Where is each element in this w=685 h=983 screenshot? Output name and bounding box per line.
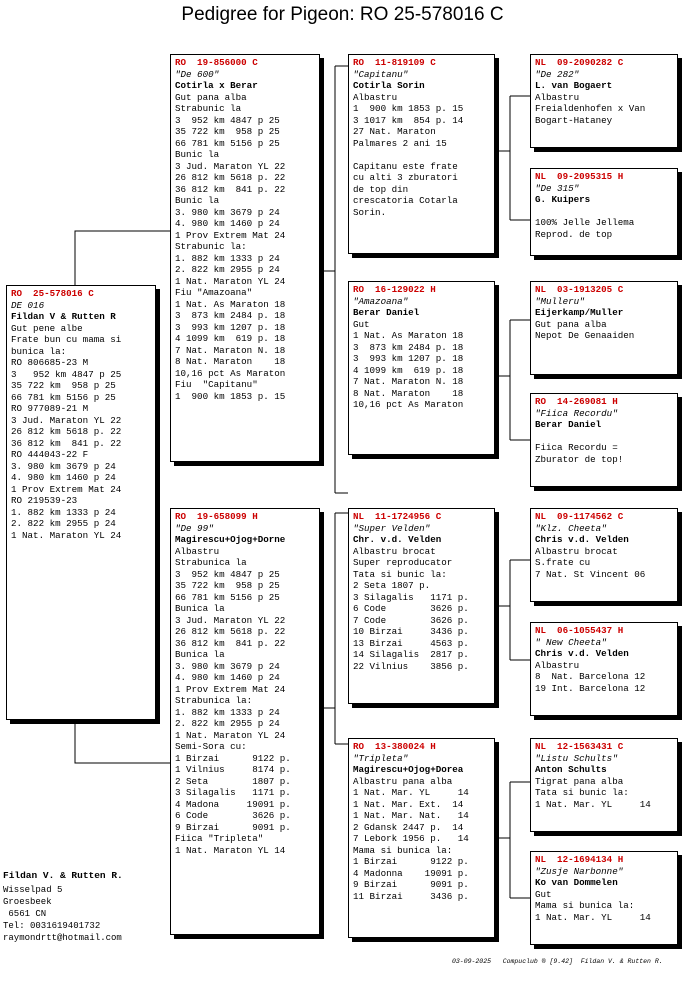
info-line: 3. 980 km 3679 p 24	[175, 206, 280, 218]
info-line: 27 Nat. Maraton	[353, 126, 436, 137]
info-line: 3. 980 km 3679 p 24	[11, 460, 116, 472]
info-line: Gut pana alba	[175, 91, 247, 103]
ring-number: RO 13-380024 H	[353, 741, 436, 752]
info-line: 2 Gdansk 2447 p. 14	[353, 821, 464, 833]
info-line: 3 Jud. Maraton YL 22	[11, 414, 122, 426]
owner-block	[3, 868, 123, 944]
info-line: Fiica Recordu =	[535, 442, 618, 453]
info-line: Albastru pana alba	[353, 775, 453, 787]
info-line: 1. 882 km 1333 p 24	[11, 506, 116, 518]
info-line	[535, 431, 673, 443]
info-line: Strabunica la	[175, 557, 247, 568]
info-line: 26 812 km 5618 p. 22	[175, 626, 286, 637]
info-line: 1 Nat. Mar. YL 14	[535, 798, 651, 810]
info-line: RO 219539-23	[11, 495, 78, 506]
info-line: 26 812 km 5618 p. 22	[175, 172, 286, 183]
info-line: Fiica "Tripleta"	[175, 833, 264, 844]
info-line: 3 952 km 4847 p 25	[175, 568, 280, 580]
ring-number: NL 09-2090282 C	[535, 57, 624, 68]
info-line: 7 Code 3626 p.	[353, 614, 469, 626]
info-line: Tata si bunic la:	[535, 787, 629, 798]
info-line: 13 Birzai 4563 p.	[353, 637, 469, 649]
info-line: 1 Prov Extrem Mat 24	[11, 483, 122, 495]
pigeon-card-sire-sire	[348, 54, 495, 254]
info-line: 1 Nat. As Maraton 18	[175, 298, 286, 310]
info-line: 3 Silagalis 1171 p.	[353, 591, 469, 603]
pigeon-card-sire-dam	[348, 281, 495, 455]
info-line: 4. 980 km 1460 p 24	[175, 218, 280, 229]
info-line: 1 Nat. Mar. Nat. 14	[353, 810, 469, 821]
pigeon-name: "De 99"	[175, 522, 214, 534]
ring-number: RO 25-578016 C	[11, 288, 94, 299]
info-line: 1 Nat. Maraton YL 14	[175, 844, 286, 856]
info-line: 1 Nat. Maraton YL 24	[11, 529, 122, 541]
info-line	[535, 206, 673, 218]
info-line: 6 Code 3626 p.	[353, 603, 469, 614]
info-line: RO 444043-22 F	[11, 449, 89, 460]
info-line: Frate bun cu mama si	[11, 334, 122, 345]
info-line: Albastru brocat	[535, 545, 618, 557]
breeder-name: Cotirla x Berar	[175, 80, 258, 91]
owner-address-line: Groesbeek	[3, 897, 52, 907]
info-line: 4 Madona 19091 p.	[175, 798, 291, 810]
pigeon-name: " New Cheeta"	[535, 636, 607, 648]
info-line: Albastru brocat	[353, 545, 436, 557]
info-line: Zburator de top!	[535, 453, 624, 465]
ring-number: RO 16-129022 H	[353, 284, 436, 295]
info-line: 36 812 km 841 p. 22	[175, 183, 286, 195]
info-line: 2. 822 km 2955 p 24	[175, 718, 280, 729]
pigeon-card-dam-sire-dam	[530, 622, 678, 716]
info-line: 35 722 km 958 p 25	[175, 580, 280, 591]
info-line: 1 Nat. As Maraton 18	[353, 330, 464, 341]
info-line: Strabunic la	[175, 103, 242, 114]
breeder-name: Berar Daniel	[353, 307, 420, 318]
info-line: 3 952 km 4847 p 25	[11, 368, 122, 380]
info-line: RO 977089-21 M	[11, 403, 89, 414]
breeder-name: Anton Schults	[535, 764, 607, 775]
pigeon-name: "Super Velden"	[353, 522, 431, 534]
info-line: 1 Nat. Maraton YL 24	[175, 729, 286, 741]
info-line: Palmares 2 ani 15	[353, 137, 447, 149]
info-line: 3 993 km 1207 p. 18	[175, 321, 286, 333]
ring-number: RO 19-856000 C	[175, 57, 258, 68]
info-line: 6 Code 3626 p.	[175, 810, 291, 821]
info-line: 1 Nat. Maraton YL 24	[175, 275, 286, 287]
info-line: Bunic la	[175, 195, 220, 206]
ring-number: NL 11-1724956 C	[353, 511, 442, 522]
pigeon-name: DE 016	[11, 299, 45, 311]
info-line: Mama si bunica la:	[353, 844, 453, 856]
info-line: 9 Birzai 9091 p.	[353, 879, 469, 890]
info-line: Albastru	[175, 545, 220, 557]
ring-number: RO 11-819109 C	[353, 57, 436, 68]
ring-number: RO 14-269081 H	[535, 396, 618, 407]
pigeon-name: "Klz. Cheeta"	[535, 522, 607, 534]
info-line: 7 Nat. Maraton N. 18	[353, 376, 464, 387]
breeder-name: Berar Daniel	[535, 419, 602, 430]
info-line: 3 993 km 1207 p. 18	[353, 353, 464, 364]
pigeon-name: "Listu Schults"	[535, 752, 618, 764]
info-line: Gut pana alba	[535, 318, 607, 330]
info-line: 4 Madonna 19091 p.	[353, 867, 469, 879]
owner-phone: Tel: 0031619401732	[3, 921, 101, 931]
info-line: Bunic la	[175, 149, 220, 160]
info-line: 4. 980 km 1460 p 24	[175, 672, 280, 683]
ring-number: NL 09-2095315 H	[535, 171, 624, 182]
info-line: Gut	[535, 888, 552, 900]
breeder-name: Eijerkamp/Muller	[535, 307, 624, 318]
pigeon-card-dam-sire-sire	[530, 508, 678, 602]
info-line: 8 Nat. Maraton 18	[175, 356, 286, 367]
breeder-name: G. Kuipers	[535, 194, 591, 205]
breeder-name: Fildan V & Rutten R	[11, 311, 116, 322]
breeder-name: Ko van Dommelen	[535, 877, 618, 888]
info-line: 2 Seta 1807 p.	[353, 580, 431, 591]
pigeon-card-dam	[170, 508, 320, 935]
info-line: Fiu "Capitanu"	[175, 379, 258, 390]
info-line: 7 Nat. Maraton N. 18	[175, 344, 286, 356]
info-line: 3 Silagalis 1171 p.	[175, 787, 291, 798]
info-line: RO 806685-23 M	[11, 357, 89, 368]
pigeon-card-subject	[6, 285, 156, 720]
info-line: 1 900 km 1853 p. 15	[175, 390, 286, 402]
ring-number: NL 06-1055437 H	[535, 625, 624, 636]
breeder-name: Magirescu+Ojog+Dorne	[175, 534, 286, 545]
info-line: 35 722 km 958 p 25	[175, 126, 280, 137]
info-line: 66 781 km 5156 p 25	[175, 591, 280, 603]
info-line: 11 Birzai 3436 p.	[353, 890, 469, 902]
info-line	[353, 149, 490, 161]
ring-number: NL 03-1913205 C	[535, 284, 624, 295]
info-line: 4 1099 km 619 p. 18	[175, 333, 286, 344]
info-line: Bunica la	[175, 603, 225, 614]
info-line: Strabunica la:	[175, 695, 253, 706]
info-line: Bogart-Hataney	[535, 114, 613, 126]
info-line: cu alti 3 zburatori	[353, 172, 458, 183]
info-line: 1 Prov Extrem Mat 24	[175, 683, 286, 695]
info-line: Sorin.	[353, 206, 387, 218]
info-line: 1 900 km 1853 p. 15	[353, 103, 464, 114]
info-line: Gut	[353, 318, 370, 330]
info-line: 66 781 km 5156 p 25	[175, 137, 280, 149]
info-line: 4. 980 km 1460 p 24	[11, 472, 116, 483]
footer-credit: 03-09-2025 Compuclub ® [9.42] Fildan V. & Rutten R.	[452, 958, 663, 965]
info-line: 26 812 km 5618 p. 22	[11, 426, 122, 437]
info-line: 4 1099 km 619 p. 18	[353, 364, 464, 376]
info-line: Freialdenhofen x Van	[535, 103, 646, 114]
info-line: 10,16 pct As Maraton	[175, 367, 286, 379]
owner-address-line: Wisselpad 5	[3, 885, 63, 895]
pigeon-name: "Zusje Narbonne"	[535, 865, 624, 877]
owner-email: raymondrtt@hotmail.com	[3, 933, 122, 943]
info-line: Gut pene albe	[11, 322, 83, 334]
pigeon-name: "Fiica Recordu"	[535, 407, 618, 419]
info-line: 3 Jud. Maraton YL 22	[175, 614, 286, 626]
breeder-name: L. van Bogaert	[535, 80, 613, 91]
info-line: 1 Nat. Mar. YL 14	[353, 787, 469, 798]
info-line: 1 Nat. Mar. YL 14	[535, 911, 651, 923]
info-line: bunica la:	[11, 345, 67, 357]
info-line: crescatoria Cotarla	[353, 195, 458, 206]
info-line: Nepot De Genaaiden	[535, 330, 635, 341]
info-line: Albastru	[535, 91, 580, 103]
info-line: Semi-Sora cu:	[175, 741, 247, 752]
info-line: Albastru	[535, 659, 580, 671]
owner-address-line: 6561 CN	[3, 909, 47, 919]
pigeon-name: "Capitanu"	[353, 68, 409, 80]
info-line: Strabunic la:	[175, 241, 247, 252]
info-line: 100% Jelle Jellema	[535, 217, 635, 228]
pigeon-name: "Mulleru"	[535, 295, 585, 307]
info-line: 2 Seta 1807 p.	[175, 775, 291, 787]
info-line: 66 781 km 5156 p 25	[11, 391, 116, 403]
info-line: 1 Nat. Mar. Ext. 14	[353, 798, 464, 810]
ring-number: RO 19-658099 H	[175, 511, 258, 522]
info-line: 3 873 km 2484 p. 18	[175, 310, 286, 321]
breeder-name: Chris v.d. Velden	[535, 648, 629, 659]
breeder-name: Magirescu+Ojog+Dorea	[353, 764, 464, 775]
info-line: Albastru	[353, 91, 398, 103]
info-line: Mama si bunica la:	[535, 900, 635, 911]
info-line: 1 Vilnius 8174 p.	[175, 764, 291, 775]
info-line: 10,16 pct As Maraton	[353, 399, 464, 410]
pigeon-card-sire-dam-sire	[530, 281, 678, 375]
pigeon-card-sire-sire-dam	[530, 168, 678, 256]
info-line: 1. 882 km 1333 p 24	[175, 706, 280, 718]
pigeon-card-sire-sire-sire	[530, 54, 678, 148]
pigeon-card-sire-dam-dam	[530, 393, 678, 487]
info-line: 10 Birzai 3436 p.	[353, 626, 469, 637]
info-line: 1. 882 km 1333 p 24	[175, 252, 280, 264]
info-line: 36 812 km 841 p. 22	[175, 637, 286, 649]
info-line: 3 1017 km 854 p. 14	[353, 114, 464, 126]
pigeon-name: "Tripleta"	[353, 752, 409, 764]
info-line: 1 Birzai 9122 p.	[353, 856, 469, 867]
info-line: 9 Birzai 9091 p.	[175, 821, 291, 833]
info-line: Bunica la	[175, 649, 225, 660]
info-line: Super reproducator	[353, 557, 453, 568]
info-line: 3 Jud. Maraton YL 22	[175, 160, 286, 172]
info-line: Fiu "Amazoana"	[175, 287, 253, 298]
pigeon-card-dam-dam-sire	[530, 738, 678, 832]
ring-number: NL 12-1563431 C	[535, 741, 624, 752]
info-line: Tigrat pana alba	[535, 775, 624, 787]
info-line: 2. 822 km 2955 p 24	[11, 518, 116, 529]
info-line: Tata si bunic la:	[353, 568, 447, 580]
info-line: 7 Nat. St Vincent 06	[535, 568, 646, 580]
breeder-name: Chris v.d. Velden	[535, 534, 629, 545]
info-line: 8 Nat. Maraton 18	[353, 387, 464, 399]
info-line: 36 812 km 841 p. 22	[11, 437, 122, 449]
info-line: 19 Int. Barcelona 12	[535, 682, 646, 694]
breeder-name: Chr. v.d. Velden	[353, 534, 442, 545]
page-title: Pedigree for Pigeon: RO 25-578016 C	[181, 4, 504, 25]
owner-name: Fildan V. & Rutten R.	[3, 870, 123, 881]
info-line: 8 Nat. Barcelona 12	[535, 671, 646, 682]
info-line: 22 Vilnius 3856 p.	[353, 660, 469, 672]
ring-number: NL 12-1694134 H	[535, 854, 624, 865]
info-line: 2. 822 km 2955 p 24	[175, 264, 280, 275]
info-line: Reprod. de top	[535, 228, 613, 240]
info-line: 1 Prov Extrem Mat 24	[175, 229, 286, 241]
info-line: 14 Silagalis 2817 p.	[353, 649, 469, 660]
info-line: 1 Birzai 9122 p.	[175, 752, 291, 764]
info-line: de top din	[353, 183, 409, 195]
info-line: 3 873 km 2484 p. 18	[353, 341, 464, 353]
pigeon-card-sire	[170, 54, 320, 462]
info-line: Capitanu este frate	[353, 160, 458, 172]
pigeon-name: "Amazoana"	[353, 295, 409, 307]
pigeon-card-dam-dam	[348, 738, 495, 938]
pigeon-name: "De 600"	[175, 68, 220, 80]
pigeon-card-dam-dam-dam	[530, 851, 678, 945]
breeder-name: Cotirla Sorin	[353, 80, 425, 91]
info-line: 35 722 km 958 p 25	[11, 380, 116, 391]
info-line: 7 Lebork 1956 p. 14	[353, 833, 469, 844]
info-line: S.frate cu	[535, 557, 591, 568]
ring-number: NL 09-1174562 C	[535, 511, 624, 522]
pigeon-name: "De 315"	[535, 182, 580, 194]
pigeon-name: "De 282"	[535, 68, 580, 80]
info-line: 3 952 km 4847 p 25	[175, 114, 280, 126]
info-line: 3. 980 km 3679 p 24	[175, 660, 280, 672]
pigeon-card-dam-sire	[348, 508, 495, 704]
